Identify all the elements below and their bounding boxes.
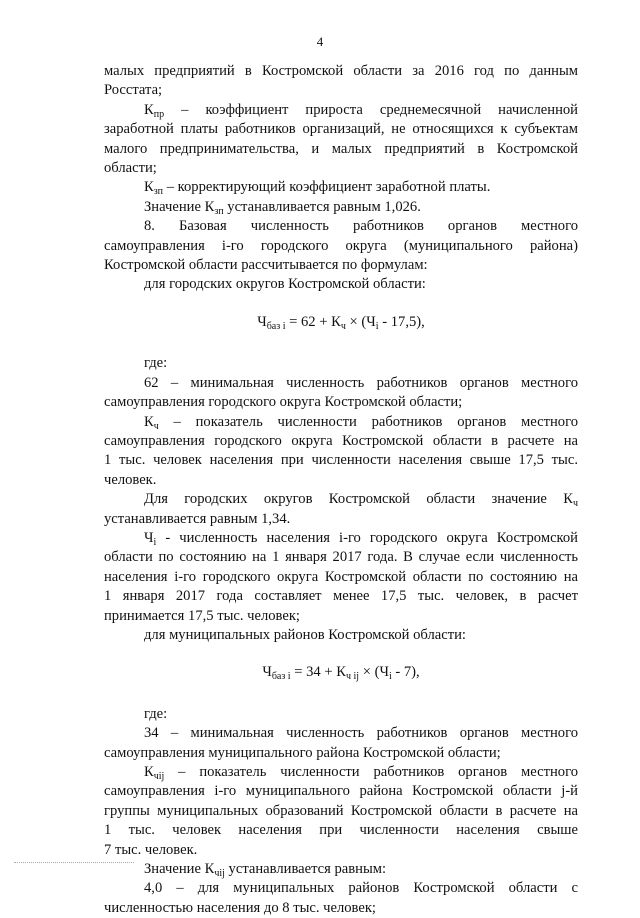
- paragraph-line: самоуправления i-го муниципального района Костромской области j-й: [104, 783, 578, 800]
- page-number: 4: [316, 34, 324, 49]
- paragraph-line: населения i-го городского округа Костромской области по состоянию на: [104, 568, 578, 585]
- paragraph-kch-value: Для городских округов Костромской области значение $К_ч$: [144, 491, 578, 510]
- paragraph-kzp: $К_{зп}$ – корректирующий коэффициент заработной платы.: [144, 179, 491, 198]
- paragraph-district-heading: для муниципальных районов Костромской области:: [144, 626, 466, 643]
- paragraph-item-8: 8. Базовая численность работников органов местного: [144, 218, 578, 235]
- paragraph-line: малых предприятий в Костромской области за 2016 год по данным: [104, 63, 578, 79]
- paragraph-line: устанавливается равным 1,34.: [104, 510, 291, 527]
- paragraph-kchij: $К_{чij}$ – показатель численности работников органов местного: [144, 764, 578, 782]
- paragraph-34: 34 – минимальная численность работников органов местного: [144, 725, 578, 742]
- paragraph-line: самоуправления городского округа Костромской области в расчете на: [104, 432, 578, 449]
- paragraph-4-0: 4,0 – для муниципальных районов Костромской области с: [144, 880, 578, 897]
- paragraph-line: принимается 17,5 тыс. человек;: [104, 607, 300, 624]
- label-gde: где:: [144, 705, 168, 722]
- footer-rule: [14, 862, 134, 864]
- paragraph-line: 1 тыс. человек населения при численности населения свыше 17,5 тыс.: [104, 452, 578, 469]
- paragraph-62: 62 – минимальная численность работников органов местного: [144, 374, 578, 391]
- paragraph-line: 7 тыс. человек.: [104, 841, 198, 858]
- paragraph-line: малого предпринимательства, и малых предприятий в Костромской: [104, 140, 578, 157]
- paragraph-line: самоуправления муниципального района Костромской области;: [104, 744, 501, 761]
- paragraph-line: группы муниципальных образований Костромской области в расчете на: [104, 802, 578, 819]
- paragraph-line: области;: [104, 160, 157, 177]
- paragraph-line: 1 тыс. человек населения при численности населения свыше: [104, 822, 578, 839]
- paragraph-kzp-value: Значение $К_{зп}$ устанавливается равным 1,026.: [144, 198, 421, 217]
- paragraph-kpr: $К_{пр}$ – коэффициент прироста среднемесячной начисленной: [144, 101, 578, 120]
- paragraph-line: самоуправления городского округа Костромской области;: [104, 394, 463, 411]
- paragraph-line: Костромской области рассчитывается по формулам:: [104, 257, 428, 274]
- paragraph-line: самоуправления i-го городского округа (муниципального района): [104, 237, 578, 254]
- label-gde: где:: [144, 355, 168, 372]
- document-body: [104, 62, 578, 918]
- paragraph-line: области по состоянию на 1 января 2017 года. В случае если численность: [104, 549, 578, 566]
- paragraph-line: 1 января 2017 года составляет менее 17,5 тыс. человек, в расчет: [104, 588, 578, 605]
- paragraph-line: заработной платы работников организаций, не относящихся к субъектам: [104, 121, 578, 138]
- paragraph-city-heading: для городских округов Костромской области:: [144, 276, 426, 293]
- paragraph-kchij-value: Значение $К_{чij}$ устанавливается равным:: [144, 861, 387, 880]
- formula-city: $Ч_{баз i} = 62 + К_ч \times (Ч_i - 17,5)$,: [257, 313, 425, 332]
- paragraph-line: численностью населения до 8 тыс. человек;: [104, 899, 376, 916]
- formula-district: $Ч_{баз i} = 34 + К_{ч ij} \times (Ч_i - 7)$,: [262, 664, 420, 683]
- paragraph-line: человек.: [104, 471, 157, 488]
- paragraph-line: Росстата;: [104, 82, 163, 99]
- paragraph-chi: $Ч_i$ - численность населения i-го городского округа Костромской: [144, 529, 578, 548]
- paragraph-kch: $К_ч$ – показатель численности работников органов местного: [144, 413, 578, 432]
